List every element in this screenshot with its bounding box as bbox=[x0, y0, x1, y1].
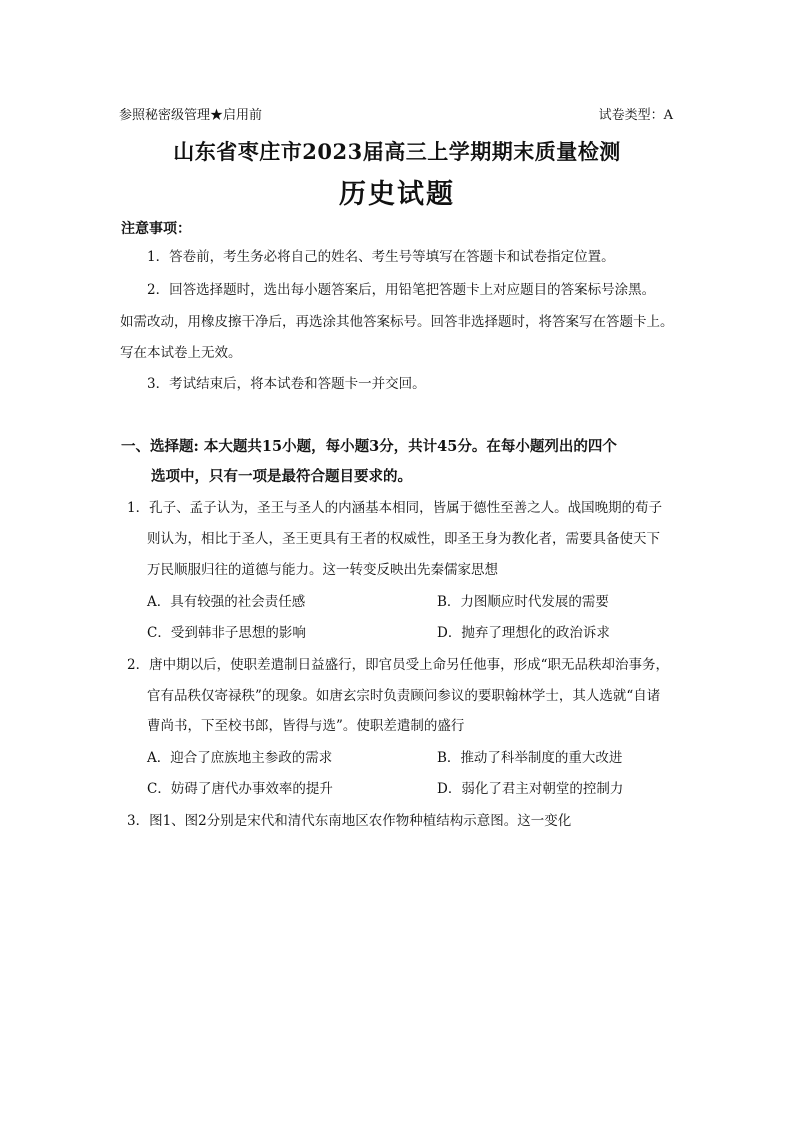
question-1-option-a: A．具有较强的社会责任感 bbox=[147, 594, 306, 610]
question-2-option-a: A．迎合了庶族地主参政的需求 bbox=[147, 750, 333, 766]
question-2-line-3: 曹尚书，下至校书郎，皆得与选”。使职差遣制的盛行 bbox=[147, 718, 465, 734]
question-1-option-b: B．力图顺应时代发展的需要 bbox=[437, 594, 609, 610]
question-1-option-d: D．抛弃了理想化的政治诉求 bbox=[437, 625, 610, 641]
question-2-line-2: 官有品秩仅寄禄秩”的现象。如唐玄宗时负责顾问参议的要职翰林学士，其人选就“自诸 bbox=[147, 688, 661, 704]
question-1-option-c: C．受到韩非子思想的影响 bbox=[147, 625, 306, 641]
confidentiality-label: 参照秘密级管理★启用前 bbox=[119, 108, 263, 123]
notice-item-1: 1．答卷前，考生务必将自己的姓名、考生号等填写在答题卡和试卷指定位置。 bbox=[147, 249, 615, 265]
question-2-option-d: D．弱化了君主对朝堂的控制力 bbox=[437, 781, 624, 797]
notice-item-2-line-3: 写在本试卷上无效。 bbox=[120, 345, 242, 361]
question-2-option-c: C．妨碍了唐代办事效率的提升 bbox=[147, 781, 333, 797]
notice-item-2-line-1: 2．回答选择题时，选出每小题答案后，用铅笔把答题卡上对应题目的答案标号涂黑。 bbox=[147, 282, 656, 298]
question-1-line-2: 则认为，相比于圣人，圣王更具有王者的权威性，即圣王身为教化者，需要具备使天下 bbox=[147, 531, 660, 547]
question-3-line-1: 3．图1、图2分别是宋代和清代东南地区农作物种植结构示意图。这一变化 bbox=[127, 813, 572, 829]
notice-item-3: 3．考试结束后，将本试卷和答题卡一并交回。 bbox=[147, 376, 426, 392]
section-1-heading-line-1: 一、选择题: 本大题共15小题，每小题3分，共计45分。在每小题列出的四个 bbox=[121, 438, 617, 455]
question-1-line-3: 万民顺服归往的道德与能力。这一转变反映出先秦儒家思想 bbox=[147, 562, 498, 578]
question-2-line-1: 2．唐中期以后，使职差遣制日益盛行，即官员受上命另任他事，形成“职无品秩却治事务， bbox=[127, 657, 669, 673]
notice-heading: 注意事项： bbox=[121, 221, 191, 237]
notice-item-2-line-2: 如需改动，用橡皮擦干净后，再选涂其他答案标号。回答非选择题时，将答案写在答题卡上。 bbox=[120, 314, 674, 330]
subject-title: 历史试题 bbox=[339, 179, 455, 210]
exam-title: 山东省枣庄市2023届高三上学期期末质量检测 bbox=[173, 139, 621, 164]
question-2-option-b: B．推动了科举制度的重大改进 bbox=[437, 750, 623, 766]
paper-type-label: 试卷类型：A bbox=[598, 108, 673, 123]
question-1-line-1: 1．孔子、孟子认为，圣王与圣人的内涵基本相同，皆属于德性至善之人。战国晚期的荀子 bbox=[127, 500, 663, 516]
section-1-heading-line-2: 选项中，只有一项是最符合题目要求的。 bbox=[151, 468, 412, 485]
